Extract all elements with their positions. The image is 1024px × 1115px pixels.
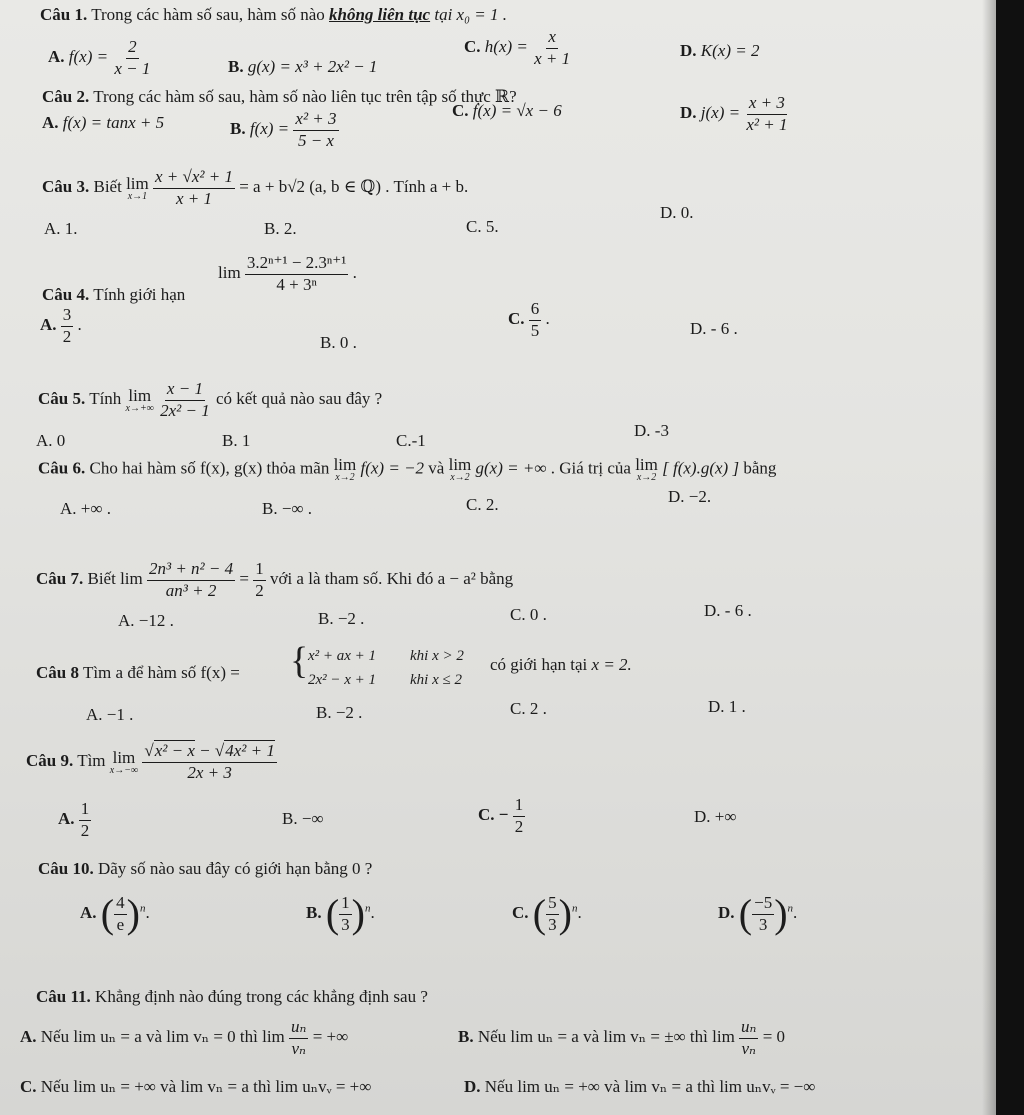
- q8-option-d: D. 1 .: [708, 697, 746, 716]
- q11-a-den: vₙ: [291, 1038, 306, 1058]
- q6-option-d: D. −2.: [668, 487, 712, 506]
- q5-option-b: B. 1: [222, 431, 251, 450]
- q9-c-label: C. −: [478, 805, 509, 825]
- q1-a-label: A.: [48, 47, 65, 67]
- q5-text: Tính: [89, 389, 122, 409]
- q9-option-d: D. +∞: [694, 807, 737, 826]
- q10-d-label: D.: [718, 903, 735, 923]
- q3-num: x + √x² + 1: [153, 168, 235, 189]
- q10-a-num: 4: [114, 894, 127, 915]
- q5-stem: [38, 380, 382, 420]
- q2-b-label: B.: [230, 119, 246, 139]
- q10-c-num: 5: [546, 894, 559, 915]
- q5-lim-sub: x→+∞: [125, 402, 154, 414]
- q8-case2: 2x² − x + 1: [308, 672, 377, 688]
- q2-stem: [42, 88, 517, 107]
- q8-option-a: A. −1 .: [86, 705, 134, 724]
- q4-den: 4 + 3ⁿ: [276, 274, 317, 294]
- q7-option-d: D. - 6 .: [704, 601, 752, 620]
- q9-c-den: 2: [514, 816, 524, 836]
- q4-stem: [42, 286, 185, 305]
- q6-option-b: B. −∞ .: [262, 499, 313, 518]
- q7-option-b: B. −2 .: [318, 609, 365, 628]
- q2-a-label: A.: [42, 113, 59, 132]
- q8-cond2: khi x ≤ 2: [410, 672, 462, 688]
- q4-a-label: A.: [40, 315, 57, 335]
- q11-option-d: [464, 1078, 815, 1097]
- q10-d-pow: n: [787, 902, 794, 915]
- q2-c-fn: f(x) = √x − 6: [472, 101, 562, 120]
- q3-lim: lim: [126, 173, 149, 193]
- q8-option-b: B. −2 .: [316, 703, 363, 722]
- q10-c-dot: .: [577, 903, 582, 923]
- q11-text: Khẳng định nào đúng trong các khẳng định sau ?: [95, 987, 428, 1006]
- q5-label: Câu 5.: [38, 389, 86, 409]
- q10-d-den: 3: [758, 914, 768, 934]
- q1-text: Trong các hàm số sau, hàm số nào: [91, 5, 325, 24]
- q11-b-label: B.: [458, 1027, 474, 1047]
- q2-option-d: [680, 94, 789, 134]
- q7-den: an³ + 2: [165, 580, 217, 600]
- q9-minus: −: [199, 741, 211, 760]
- q11-option-b: [458, 1018, 785, 1058]
- q5-option-d: D. -3: [634, 421, 669, 440]
- q9-a-den: 2: [80, 820, 90, 840]
- q4-option-d: D. - 6 .: [690, 319, 738, 338]
- q9-stem: [26, 742, 277, 782]
- q7-label: Câu 7.: [36, 569, 84, 589]
- q10-c-label: C.: [512, 903, 529, 923]
- q9-option-c: [478, 796, 525, 836]
- q9-num: √x² − x − √4x² + 1: [142, 742, 276, 763]
- q8-label: Câu 8: [36, 663, 79, 682]
- q2-option-c: [452, 102, 562, 121]
- q2-d-den: x² + 1: [746, 114, 788, 134]
- q7-num: 2n³ + n² − 4: [147, 560, 235, 581]
- q10-a-pow: n: [139, 902, 146, 915]
- q11-option-a: [20, 1018, 348, 1058]
- q2-d-fn: j(x) =: [700, 103, 741, 123]
- q7-option-a: A. −12 .: [118, 611, 174, 630]
- q10-c-pow: n: [571, 902, 578, 915]
- q11-a-text: Nếu lim uₙ = a và lim vₙ = 0 thì lim: [40, 1027, 285, 1047]
- q4-lim: lim: [218, 263, 241, 283]
- q5-option-c: C.-1: [396, 431, 426, 450]
- q6-label: Câu 6.: [38, 458, 86, 478]
- q10-option-b: B. ( $\frac{1}{3}$ )$^n$.: [306, 891, 375, 937]
- q10-d-num: −5: [752, 894, 774, 915]
- q11-b-den: vₙ: [741, 1038, 756, 1058]
- q7-r-num: 1: [253, 560, 266, 581]
- q2-a-fn: f(x) = tanx + 5: [62, 113, 165, 132]
- q2-d-label: D.: [680, 103, 697, 123]
- q2-option-a: [42, 114, 164, 133]
- q8-piecewise: [290, 642, 308, 680]
- q1-b-label: B.: [228, 57, 244, 76]
- q10-d-dot: .: [793, 903, 798, 923]
- q7-text: Biết lim: [87, 569, 143, 589]
- q7-tail: với a là tham số. Khi đó a − a² bằng: [269, 569, 514, 589]
- q9-den: 2x + 3: [187, 762, 232, 782]
- q6-lim1-sub: x→2: [335, 472, 355, 483]
- q3-lim-sub: x→1: [127, 190, 148, 202]
- q5-tail: có kết quả nào sau đây ?: [216, 389, 383, 409]
- q10-label: Câu 10.: [38, 859, 94, 878]
- q8-brace: {: [290, 640, 309, 682]
- q4-c-num: 6: [529, 300, 542, 321]
- q11-a-tail: = +∞: [312, 1027, 349, 1047]
- q10-b-label: B.: [306, 903, 322, 923]
- q1-tail: tại x₀ = 1 .: [434, 5, 507, 24]
- q6-tail2: bằng: [743, 458, 777, 478]
- q9-lim-sub: x→−∞: [109, 764, 139, 776]
- q4-c-label: C.: [508, 309, 525, 329]
- q2-c-label: C.: [452, 101, 469, 120]
- q11-c-text: Nếu lim uₙ = +∞ và lim vₙ = a thì lim uₙvᵥ = +∞: [40, 1077, 372, 1096]
- q10-a-dot: .: [145, 903, 150, 923]
- q11-label: Câu 11.: [36, 987, 91, 1006]
- q6-lim1: lim: [333, 455, 357, 474]
- q1-a-fn: f(x) =: [68, 47, 109, 67]
- q4-label: Câu 4.: [42, 285, 90, 304]
- q1-label: Câu 1.: [40, 5, 88, 24]
- q4-a-tail: .: [77, 315, 82, 335]
- q10-b-den: 3: [341, 914, 350, 934]
- q10-b-pow: n: [365, 902, 371, 915]
- q3-stem: [42, 168, 468, 208]
- q6-and: và: [428, 458, 445, 478]
- q6-lim3-sub: x→2: [636, 472, 657, 483]
- q11-d-text: Nếu lim uₙ = +∞ và lim vₙ = a thì lim uₙvᵥ = −∞: [484, 1077, 816, 1096]
- q3-option-a: A. 1.: [44, 219, 78, 238]
- q5-num: x − 1: [165, 380, 205, 401]
- q4-option-c: [508, 300, 550, 340]
- q8-tail: có giới hạn tại: [490, 655, 588, 674]
- q1-option-d: [680, 42, 759, 61]
- q10-b-num: 1: [339, 894, 352, 915]
- q4-tail: .: [352, 263, 357, 283]
- q2-b-den: 5 − x: [297, 130, 334, 150]
- q1-option-c: [464, 28, 572, 68]
- q6-option-c: C. 2.: [466, 495, 499, 514]
- q1-c-fn: h(x) =: [484, 37, 528, 57]
- q10-option-c: C. ( $\frac{5}{3}$ )$^n$.: [512, 891, 582, 937]
- q11-d-label: D.: [464, 1077, 481, 1096]
- q6-lim2-sub: x→2: [450, 472, 470, 483]
- q1-c-den: x + 1: [534, 48, 571, 68]
- q1-option-b: [228, 58, 377, 77]
- q6-tail: . Giá trị của: [550, 458, 631, 478]
- q3-text: Biết: [93, 177, 122, 197]
- q4-num: 3.2ⁿ⁺¹ − 2.3ⁿ⁺¹: [245, 254, 348, 275]
- q9-label: Câu 9.: [26, 751, 74, 771]
- q3-den: x + 1: [175, 188, 212, 208]
- q2-b-fn: f(x) =: [249, 119, 290, 139]
- q2-text: Trong các hàm số sau, hàm số nào liên tục trên tập số thực ℝ?: [93, 87, 517, 106]
- q5-option-a: A. 0: [36, 431, 66, 450]
- q2-d-num: x + 3: [747, 94, 787, 115]
- q6-stem: [38, 456, 776, 483]
- q5-lim: lim: [128, 385, 152, 405]
- q1-d-label: D.: [680, 41, 697, 60]
- q8-stem: [36, 664, 240, 683]
- q1-emphasis: không liên tục: [329, 5, 431, 24]
- q10-c-den: 3: [548, 914, 557, 934]
- q9-option-a: [58, 800, 91, 840]
- q1-option-a: [48, 38, 152, 78]
- q8-option-c: C. 2 .: [510, 699, 547, 718]
- q3-option-d: D. 0.: [660, 203, 694, 222]
- q8-tail-line: [490, 656, 632, 675]
- q4-a-num: 3: [61, 306, 74, 327]
- q10-option-d: D. ( $\frac{-5}{3}$ )$^n$.: [718, 891, 798, 937]
- q7-stem: [36, 560, 513, 600]
- q2-option-b: [230, 110, 339, 150]
- q11-a-num: uₙ: [289, 1018, 308, 1039]
- q10-stem: [38, 860, 372, 879]
- q11-option-c: [20, 1078, 371, 1097]
- q5-den: 2x² − 1: [160, 400, 210, 420]
- q11-a-label: A.: [20, 1027, 37, 1047]
- q2-label: Câu 2.: [42, 87, 90, 106]
- q6-lim3: lim: [635, 455, 658, 474]
- q1-b-fn: g(x) = x³ + 2x² − 1: [247, 57, 378, 76]
- q3-option-c: C. 5.: [466, 217, 499, 236]
- q4-option-b: B. 0 .: [320, 333, 357, 352]
- q11-b-text: Nếu lim uₙ = a và lim vₙ = ±∞ thì lim: [477, 1027, 735, 1047]
- q7-r-den: 2: [255, 580, 264, 600]
- q9-num2: 4x² + 1: [225, 741, 275, 760]
- q3-option-b: B. 2.: [264, 219, 297, 238]
- q11-stem: [36, 988, 428, 1007]
- q1-stem: [40, 6, 507, 25]
- q10-text: Dãy số nào sau đây có giới hạn bằng 0 ?: [97, 859, 373, 878]
- q8-cond1: khi x > 2: [410, 648, 464, 664]
- q2-b-num: x² + 3: [293, 110, 338, 131]
- q8-case1: x² + ax + 1: [308, 648, 377, 664]
- q3-tail: . Tính a + b.: [385, 177, 469, 197]
- q10-a-label: A.: [80, 903, 97, 923]
- q6-lim3-expr: [ f(x).g(x) ]: [662, 458, 740, 478]
- q1-d-fn: K(x) = 2: [700, 41, 760, 60]
- q6-option-a: A. +∞ .: [60, 499, 111, 518]
- q11-c-label: C.: [20, 1077, 37, 1096]
- q4-option-a: [40, 306, 82, 346]
- q10-option-a: A. ( $\frac{4}{e}$ )$^n$.: [80, 891, 150, 937]
- page-edge-shadow: [982, 0, 996, 1115]
- q4-a-den: 2: [62, 326, 72, 346]
- q1-a-den: x − 1: [114, 58, 151, 78]
- q9-text: Tìm: [77, 751, 106, 771]
- q4-expr: [218, 254, 357, 294]
- q6-lim1-expr: f(x) = −2: [360, 458, 425, 478]
- q9-option-b: B. −∞: [282, 809, 324, 828]
- q9-a-num: 1: [79, 800, 92, 821]
- q1-c-label: C.: [464, 37, 481, 57]
- q3-rhs: = a + b√2 (a, b ∈ ℚ): [239, 177, 382, 197]
- q1-a-num: 2: [126, 38, 139, 59]
- q10-b-dot: .: [370, 903, 375, 923]
- q8-tail2: x = 2.: [591, 655, 632, 674]
- q6-lim2-expr: g(x) = +∞: [475, 458, 547, 478]
- q9-lim: lim: [112, 747, 136, 767]
- q4-text: Tính giới hạn: [93, 285, 186, 304]
- table-edge: [996, 0, 1024, 1115]
- q9-num1: x² − x: [154, 741, 195, 760]
- q11-b-tail: = 0: [762, 1027, 786, 1047]
- q9-c-num: 1: [513, 796, 526, 817]
- q4-c-tail: .: [545, 309, 550, 329]
- q8-text: Tìm a để hàm số f(x) =: [82, 663, 240, 682]
- q7-option-c: C. 0 .: [510, 605, 547, 624]
- q6-lim2: lim: [448, 455, 472, 474]
- q1-c-num: x: [546, 28, 558, 49]
- q3-label: Câu 3.: [42, 177, 90, 197]
- q4-c-den: 5: [530, 320, 540, 340]
- q6-text: Cho hai hàm số f(x), g(x) thỏa mãn: [89, 458, 330, 478]
- q7-eq: =: [239, 569, 249, 589]
- q11-b-num: uₙ: [739, 1018, 758, 1039]
- q9-a-label: A.: [58, 809, 75, 829]
- q10-a-den: e: [116, 914, 125, 934]
